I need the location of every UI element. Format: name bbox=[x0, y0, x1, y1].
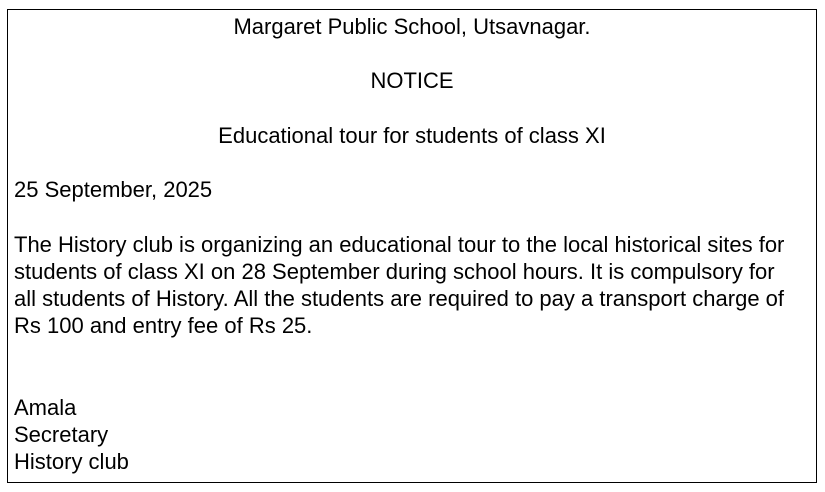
notice-date: 25 September, 2025 bbox=[14, 177, 213, 202]
notice-box bbox=[7, 9, 817, 483]
signatory-org: History club bbox=[14, 449, 129, 474]
notice-body-line: Rs 100 and entry fee of Rs 25. bbox=[14, 313, 313, 338]
school-name: Margaret Public School, Utsavnagar. bbox=[233, 14, 591, 39]
notice-body-line: students of class XI on 28 September during school hours. It is compulsory for bbox=[14, 259, 775, 284]
notice-subject: Educational tour for students of class XI bbox=[218, 123, 606, 148]
notice-heading: NOTICE bbox=[370, 68, 454, 93]
signatory-name: Amala bbox=[14, 395, 77, 420]
signatory-title: Secretary bbox=[14, 422, 109, 447]
notice-body-line: all students of History. All the students are required to pay a transport charge of bbox=[14, 286, 785, 311]
notice-body-line: The History club is organizing an educational tour to the local historical sites for bbox=[14, 232, 785, 257]
